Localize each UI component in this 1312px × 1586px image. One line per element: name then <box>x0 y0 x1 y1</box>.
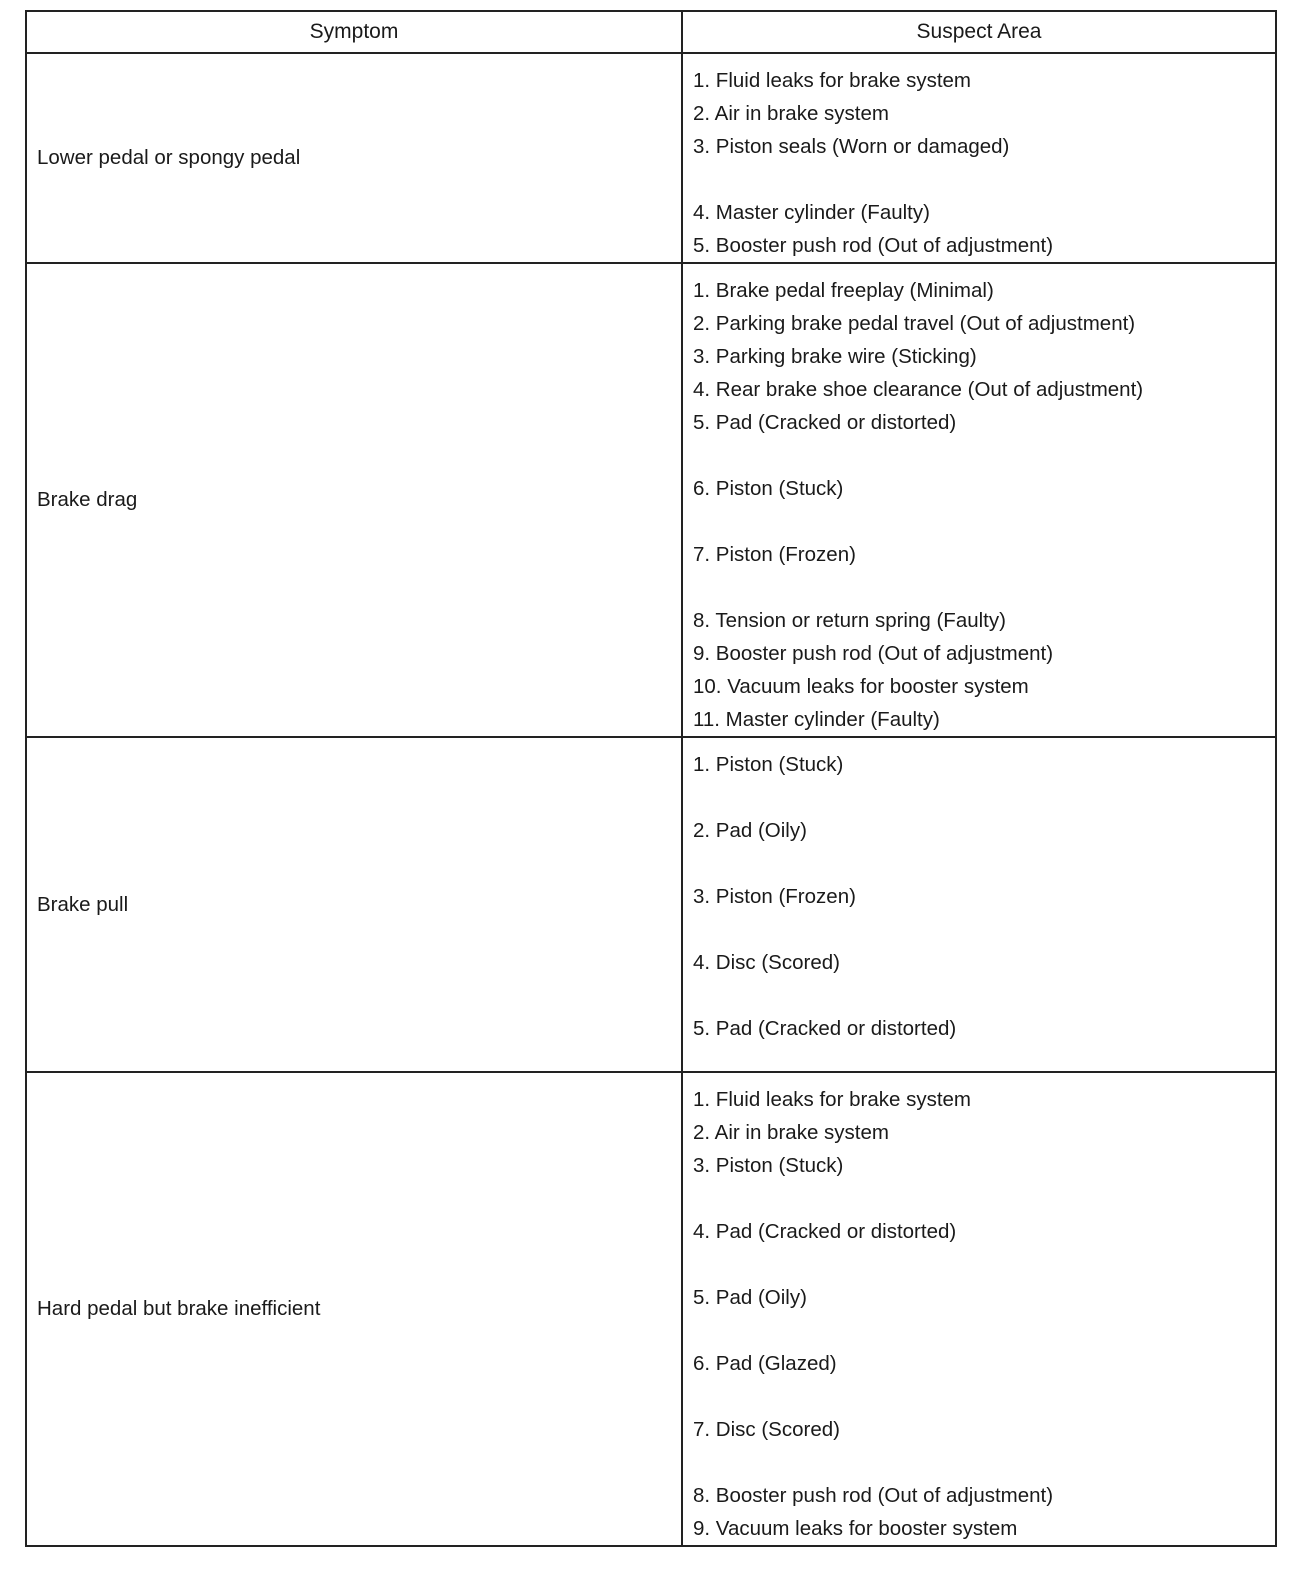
list-item: 6. Piston (Stuck) <box>693 477 844 500</box>
list-item: 9. Booster push rod (Out of adjustment) <box>693 642 1054 665</box>
suspect-area-cell <box>682 263 1276 737</box>
table-row <box>26 53 1276 263</box>
list-item: 3. Piston seals (Worn or damaged) <box>693 135 1010 158</box>
table-header-row <box>26 11 1276 53</box>
list-item: 9. Vacuum leaks for booster system <box>693 1517 1018 1540</box>
list-item: 2. Pad (Oily) <box>693 819 807 842</box>
symptom-cell: Brake drag <box>26 263 682 737</box>
document-page <box>25 10 1275 1540</box>
list-item: 7. Disc (Scored) <box>693 1418 840 1441</box>
list-item: 8. Booster push rod (Out of adjustment) <box>693 1484 1054 1507</box>
list-item: 5. Pad (Cracked or distorted) <box>693 411 957 434</box>
symptom-cell: Lower pedal or spongy pedal <box>26 53 682 263</box>
suspect-area-cell <box>682 1072 1276 1546</box>
list-item: 2. Parking brake pedal travel (Out of adjustment) <box>693 312 1136 335</box>
symptom-column-header: Symptom <box>26 11 682 53</box>
list-item: 6. Pad (Glazed) <box>693 1352 837 1375</box>
list-item: 3. Piston (Frozen) <box>693 885 856 908</box>
list-item: 10. Vacuum leaks for booster system <box>693 675 1029 698</box>
symptom-cell: Hard pedal but brake inefficient <box>26 1072 682 1546</box>
symptom-cell: Brake pull <box>26 737 682 1072</box>
list-item: 1. Brake pedal freeplay (Minimal) <box>693 279 994 302</box>
list-item: 3. Parking brake wire (Sticking) <box>693 345 977 368</box>
suspect-area-cell <box>682 53 1276 263</box>
table-row <box>26 1072 1276 1546</box>
list-item: 4. Rear brake shoe clearance (Out of adjustment) <box>693 378 1144 401</box>
list-item: 8. Tension or return spring (Faulty) <box>693 609 1006 632</box>
suspect-area-column-header: Suspect Area <box>682 11 1276 53</box>
list-item: 2. Air in brake system <box>693 1121 889 1144</box>
list-item: 4. Disc (Scored) <box>693 951 840 974</box>
list-item: 4. Master cylinder (Faulty) <box>693 201 930 224</box>
list-item: 5. Booster push rod (Out of adjustment) <box>693 234 1054 257</box>
suspect-area-list <box>693 748 1275 1045</box>
suspect-area-list <box>693 64 1275 262</box>
list-item: 1. Fluid leaks for brake system <box>693 1088 971 1111</box>
list-item: 11. Master cylinder (Faulty) <box>693 708 940 731</box>
table-row <box>26 737 1276 1072</box>
list-item: 2. Air in brake system <box>693 102 889 125</box>
list-item: 1. Piston (Stuck) <box>693 753 844 776</box>
list-item: 5. Pad (Oily) <box>693 1286 807 1309</box>
list-item: 3. Piston (Stuck) <box>693 1154 844 1177</box>
suspect-area-cell <box>682 737 1276 1072</box>
list-item: 7. Piston (Frozen) <box>693 543 856 566</box>
suspect-area-list <box>693 1083 1275 1545</box>
suspect-area-list <box>693 274 1275 736</box>
troubleshooting-table <box>25 10 1277 1547</box>
list-item: 1. Fluid leaks for brake system <box>693 69 971 92</box>
list-item: 4. Pad (Cracked or distorted) <box>693 1220 957 1243</box>
list-item: 5. Pad (Cracked or distorted) <box>693 1017 957 1040</box>
table-row <box>26 263 1276 737</box>
